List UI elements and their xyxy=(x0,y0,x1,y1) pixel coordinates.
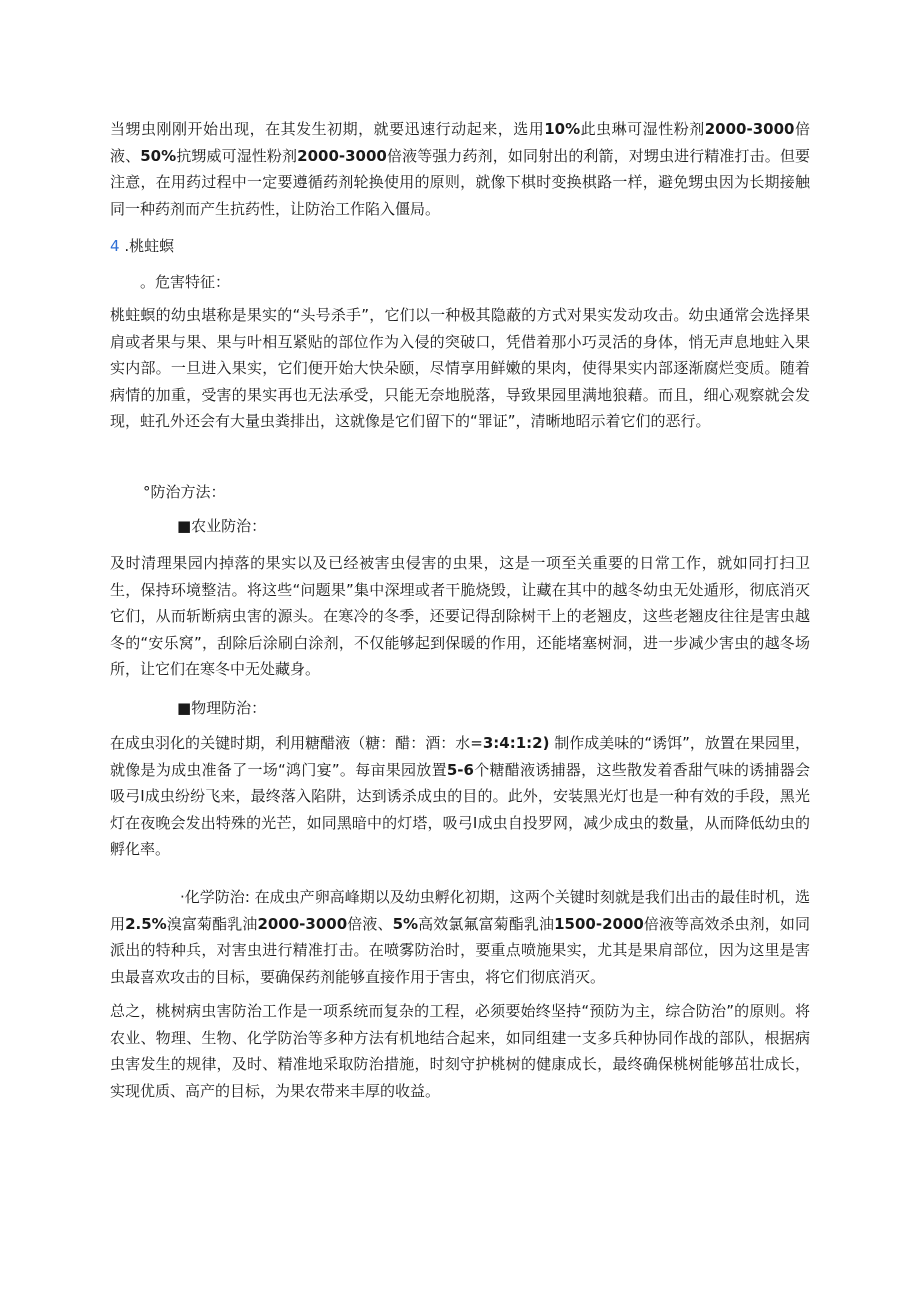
section-title: .桃蛀螟 xyxy=(124,237,175,255)
label-physical-control: ■物理防治： xyxy=(177,699,267,717)
label-hazard-features: 。危害特征： xyxy=(140,273,231,291)
label-chemical-control: ·化学防治: xyxy=(180,888,250,906)
dosage-bold: 2000-3000 xyxy=(257,914,348,933)
text-run: 倍液、 xyxy=(110,120,810,165)
text-run: 个糖醋液诱捕器，这些散发着香甜气味的诱捕器会吸弓I成虫纷纷飞来，最终落入陷阱，达到诱杀成虫的目的。此外，安装黑光灯也是一种有效的手段，黑光灯在夜晚会发出特殊的光芒，如同黑暗中的灯塔，吸弓I成虫自投罗网，减少成虫的数量，从而降低幼虫的孵化率。 xyxy=(110,760,810,858)
section-number: 4 xyxy=(110,237,120,255)
text-run: 倍液、 xyxy=(347,914,393,933)
dosage-bold: 1500-2000 xyxy=(554,914,644,933)
text-run: 高效氯氟富菊酯乳油 xyxy=(418,914,555,933)
text-run: 倍液等强力药剂，如同射出的利箭，对甥虫进行精准打击。但要注意，在用药过程中一定要遵循药剂轮换使用的原则，就像下棋时变换棋路一样，避免甥虫因为长期接触同一种药剂而产生抗药性，让防治工作陷入僵局。 xyxy=(110,146,810,218)
paragraph-agricultural-control: 及时清理果园内掉落的果实以及已经被害虫侵害的虫果，这是一项至关重要的日常工作，就如同打扫卫生，保持环境整洁。将这些“问题果”集中深埋或者干脆烧毁，让藏在其中的越冬幼虫无处遁形，彻底消灭它们，从而斩断病虫害的源头。在寒冷的冬季，还要记得刮除树干上的老翘皮，这些老翘皮往往是害虫越冬的“安乐窝”，刮除后涂刷白涂剂，不仅能够起到保暖的作用，还能堵塞树洞，进一步减少害虫的越冬场所，让它们在寒冬中无处藏身。 xyxy=(110,554,810,678)
ratio-bold: 3:4:1:2) xyxy=(482,734,550,752)
dosage-bold: 2.5% xyxy=(125,914,167,933)
paragraph-chemical-control xyxy=(110,884,810,990)
paragraph-aphid-chemical-control xyxy=(110,116,810,222)
label-control-methods: °防治方法： xyxy=(143,483,226,501)
text-run: 在成虫产卵高峰期以及幼虫孵化初期，这两个关键时刻就是我们出击的最佳时机，选用 xyxy=(110,888,810,933)
count-bold: 5-6 xyxy=(446,760,474,779)
dosage-bold: 50% xyxy=(140,146,177,165)
dosage-bold: 5% xyxy=(392,914,419,933)
label-agricultural-control: ■农业防治： xyxy=(177,517,267,535)
section-heading-peach-borer xyxy=(110,236,174,256)
text-run: 当甥虫刚刚开始出现，在其发生初期，就要迅速行动起来，选用 xyxy=(110,120,545,138)
paragraph-physical-control xyxy=(110,730,810,863)
text-run: 制作成美味的“诱饵”，放置在果园里，就像是为成虫准备了一场“鸿门宴”。每亩果园放置 xyxy=(110,734,810,779)
text-run: 倍液等高效杀虫剂，如同派出的特种兵，对害虫进行精准打击。在喷雾防治时，要重点喷施果实，尤其是果肩部位，因为这里是害虫最喜欢攻击的目标，要确保药剂能够直接作用于害虫，将它们彻底消灭。 xyxy=(110,914,810,986)
text-run: 此虫琳可湿性粉剂 xyxy=(580,120,705,138)
text-run: 溴富菊酯乳油 xyxy=(166,914,258,933)
dosage-bold: 2000-3000 xyxy=(297,146,387,165)
paragraph-hazard-description: 桃蛀螟的幼虫堪称是果实的“头号杀手”，它们以一种极其隐蔽的方式对果实发动攻击。幼虫通常会选择果肩或者果与果、果与叶相互紧贴的部位作为入侵的突破口，凭借着那小巧灵活的身体，悄无声息地蛀入果实内部。一旦进入果实，它们便开始大快朵颐，尽情享用鲜嫩的果肉，使得果实内部逐渐腐烂变质。随着病情的加重，受害的果实再也无法承受，只能无奈地脱落，导致果园里满地狼藉。而且，细心观察就会发现，蛀孔外还会有大量虫粪排出，这就像是它们留下的“罪证”，清晰地昭示着它们的恶行。 xyxy=(110,306,810,430)
text-run: 在成虫羽化的关键时期，利用糖醋液（糖：醋：酒：水= xyxy=(110,734,483,752)
paragraph-conclusion: 总之，桃树病虫害防治工作是一项系统而复杂的工程，必须要始终坚持“预防为主，综合防治”的原则。将农业、物理、生物、化学防治等多种方法有机地结合起来，如同组建一支多兵种协同作战的部队，根据病虫害发生的规律，及时、精准地采取防治措施，时刻守护桃树的健康成长，最终确保桃树能够茁壮成长，实现优质、高产的目标，为果农带来丰厚的收益。 xyxy=(110,1002,810,1100)
dosage-bold: 10% xyxy=(544,120,581,138)
dosage-bold: 2000-3000 xyxy=(704,120,795,138)
text-run: 抗甥威可湿性粉剂 xyxy=(176,146,298,165)
